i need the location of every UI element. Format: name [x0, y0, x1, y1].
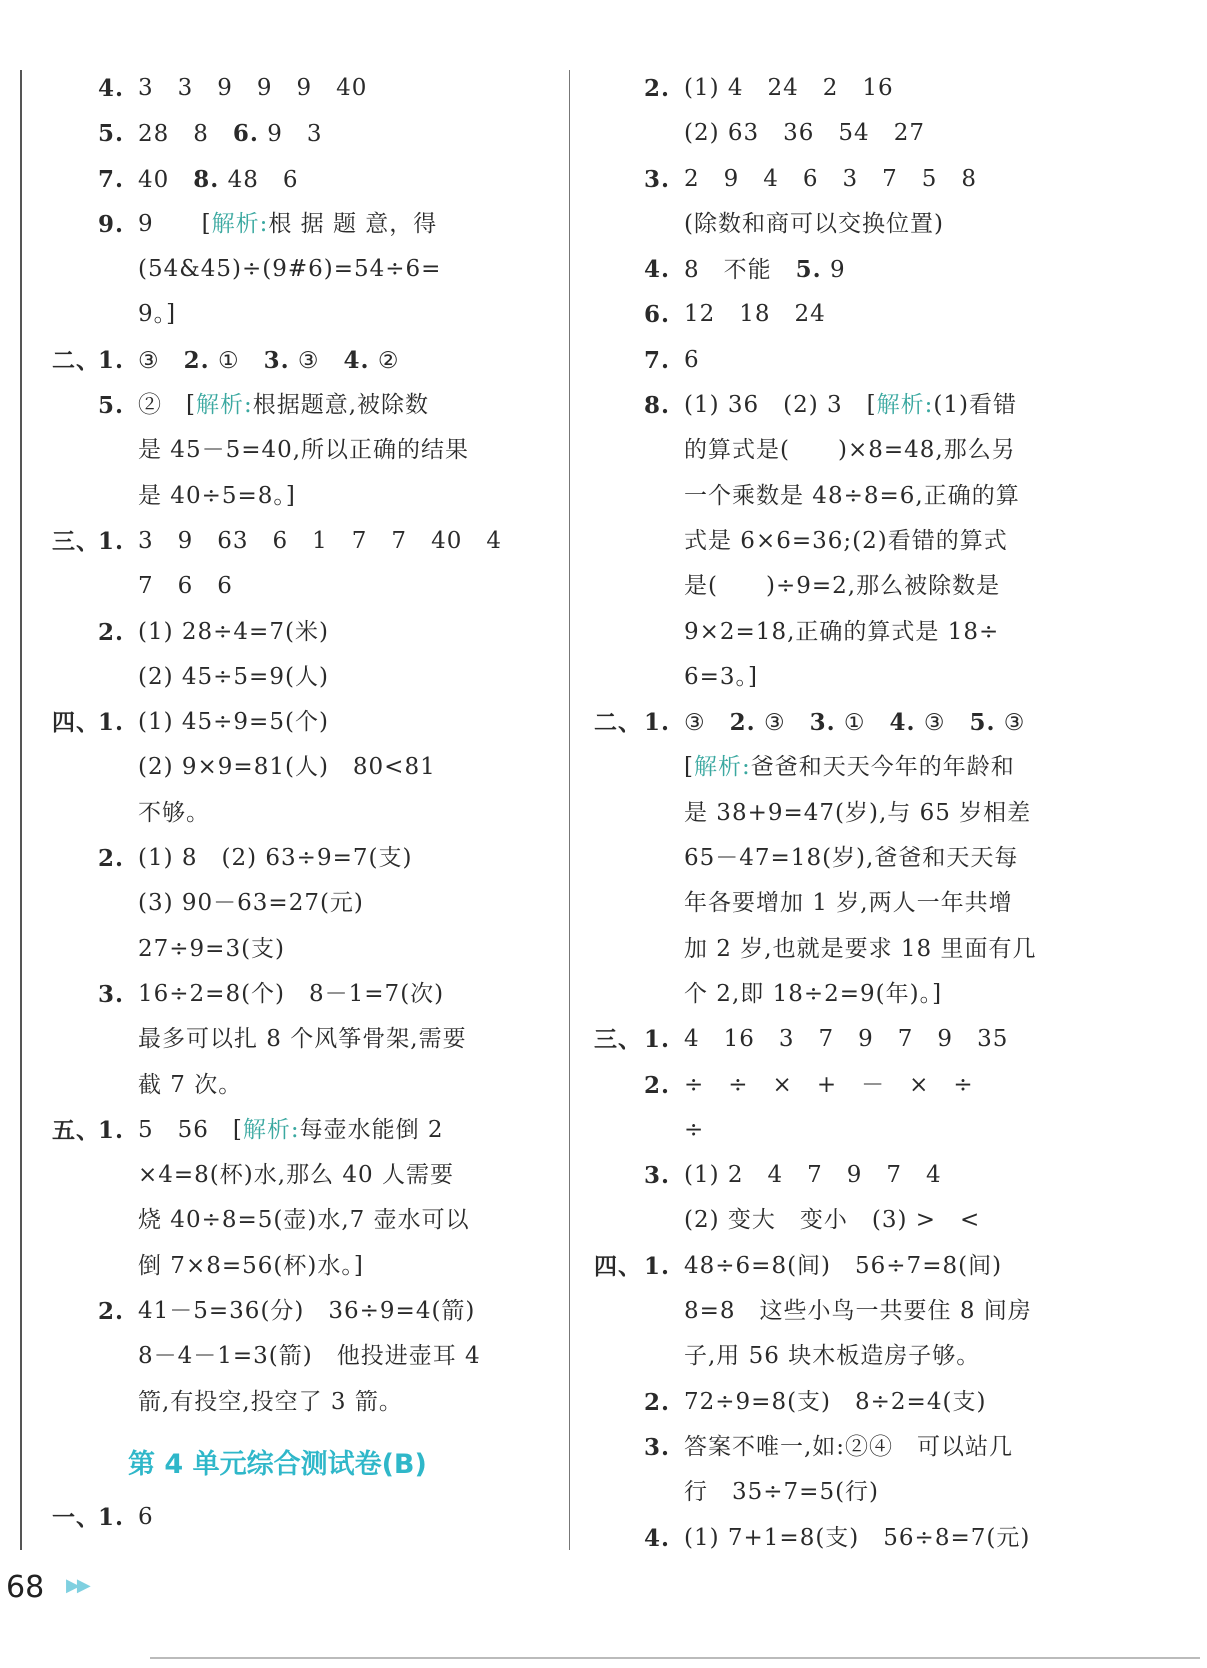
right-answer-line — [594, 836, 1094, 881]
answer-text: 是( )÷9=2,那么被除数是 — [684, 573, 1001, 600]
left-answer-line — [52, 428, 552, 473]
left-answer-line — [52, 1289, 552, 1334]
right-answer-line — [594, 1198, 1094, 1243]
right-answer-line — [594, 881, 1094, 926]
question-number: 4. — [98, 75, 125, 102]
answer-text: 4 16 3 7 9 7 9 35 — [684, 1026, 1009, 1053]
answer-text: 48÷6=8(间) 56÷7=8(间) — [684, 1252, 1003, 1279]
right-answer-line — [594, 1470, 1094, 1515]
question-number: 2. — [98, 845, 125, 873]
question-number: 4. — [644, 256, 671, 284]
answer-text: (54&45)÷(9#6)=54÷6= — [138, 256, 442, 283]
item-number: 3. — [809, 709, 836, 737]
right-answer-line — [594, 972, 1094, 1017]
left-answer-line — [52, 610, 552, 655]
question-number: 1. — [644, 709, 671, 737]
answer-text: 40 8. 48 6 — [138, 165, 299, 193]
analysis-label: 解析: — [693, 754, 751, 781]
question-number: 1. — [98, 709, 125, 737]
right-answer-line — [594, 66, 1094, 111]
answer-text: 的算式是( )×8=48,那么另 — [684, 437, 1016, 464]
answer-text: (1) 8 (2) 63÷9=7(支) — [138, 845, 413, 872]
answer-text: (1) 45÷9=5(个) — [138, 709, 329, 736]
left-answer-line — [52, 745, 552, 790]
question-number: 7. — [98, 165, 125, 193]
answer-text: (1) 28÷4=7(米) — [138, 618, 329, 645]
left-answer-line — [52, 1198, 552, 1243]
answer-text: ③ 2. ① 3. ③ 4. ② — [138, 346, 400, 374]
right-answer-line — [594, 1289, 1094, 1334]
answer-text: 9 [解析:根 据 题 意，得 — [138, 210, 438, 237]
left-answer-line — [52, 383, 552, 428]
right-answer-line — [594, 1063, 1094, 1108]
unit-title: 第 4 单元综合测试卷(B) — [128, 1448, 427, 1480]
section-label: 五、 — [52, 1116, 100, 1144]
question-number: 4. — [644, 1524, 671, 1552]
question-number: 1. — [98, 527, 125, 555]
answer-text: (2) 变大 变小 (3) > < — [684, 1207, 981, 1234]
answer-text: 式是 6×6=36;(2)看错的算式 — [684, 527, 1008, 554]
question-number: 1. — [98, 1503, 125, 1531]
item-number: 4. — [343, 346, 370, 374]
question-number: 6. — [644, 301, 671, 329]
item-number: 5. — [795, 256, 822, 284]
question-number: 5. — [98, 392, 125, 420]
answer-text: 截 7 次。 — [138, 1071, 243, 1098]
answer-text: 是 38+9=47(岁),与 65 岁相差 — [684, 799, 1032, 826]
bottom-divider — [150, 1657, 1200, 1659]
right-answer-line — [594, 655, 1094, 700]
left-answer-line — [52, 474, 552, 519]
answer-text: (2) 45÷5=9(人) — [138, 663, 329, 690]
answer-text: 7 6 6 — [138, 573, 233, 600]
analysis-label: 解析: — [211, 210, 269, 237]
question-number: 2. — [644, 1071, 671, 1099]
answer-text: 答案不唯一,如:②④ 可以站几 — [684, 1433, 1014, 1460]
right-answer-line — [594, 111, 1094, 156]
right-answer-line — [594, 519, 1094, 564]
section-label: 三、 — [594, 1026, 642, 1054]
section-label: 一、 — [52, 1503, 100, 1531]
left-margin-rule — [20, 70, 22, 1550]
left-answer-line — [52, 247, 552, 292]
page-number: 68 — [6, 1570, 45, 1605]
answer-text: (1) 7+1=8(支) 56÷8=7(元) — [684, 1524, 1031, 1551]
left-answer-line — [52, 66, 552, 111]
answer-text: 个 2,即 18÷2=9(年)。] — [684, 980, 943, 1007]
answer-text: 12 18 24 — [684, 301, 826, 328]
item-number: 2. — [729, 709, 756, 737]
right-answer-line — [594, 1017, 1094, 1062]
answer-text: (除数和商可以交换位置) — [684, 210, 944, 237]
left-answer-line — [52, 292, 552, 337]
left-answer-line — [52, 972, 552, 1017]
question-number: 2. — [644, 75, 671, 102]
item-number: 3. — [263, 346, 290, 374]
question-number: 8. — [644, 392, 671, 420]
column-divider — [569, 70, 570, 1550]
right-answer-line — [594, 428, 1094, 473]
answer-text: (1) 2 4 7 9 7 4 — [684, 1162, 942, 1189]
answer-text: 8=8 这些小鸟一共要住 8 间房 — [684, 1298, 1032, 1325]
left-answer-line — [52, 700, 552, 745]
left-answer-line — [52, 1063, 552, 1108]
right-answer-line — [594, 1153, 1094, 1198]
left-answer-line — [52, 1108, 552, 1153]
left-answer-line — [52, 338, 552, 383]
answer-text: 8 不能 5. 9 — [684, 256, 846, 284]
item-number: 6. — [232, 120, 259, 148]
right-answer-line — [594, 202, 1094, 247]
answer-text: (2) 9×9=81(人) 80<81 — [138, 754, 436, 781]
item-number: 4. — [889, 709, 916, 737]
left-answer-line — [52, 1153, 552, 1198]
question-number: 1. — [98, 346, 125, 374]
answer-text: 9。] — [138, 301, 177, 328]
left-answer-line — [52, 791, 552, 836]
right-answer-line — [594, 1108, 1094, 1153]
right-answer-line — [594, 927, 1094, 972]
question-number: 1. — [98, 1116, 125, 1144]
question-number: 3. — [644, 165, 671, 193]
answer-text: 9×2=18,正确的算式是 18÷ — [684, 618, 1000, 645]
analysis-label: 解析: — [195, 392, 253, 419]
question-number: 2. — [98, 1298, 125, 1326]
item-number: 2. — [183, 346, 210, 374]
right-answer-line — [594, 1334, 1094, 1379]
answer-text: 不够。 — [138, 799, 210, 826]
right-answer-line — [594, 610, 1094, 655]
left-answer-line — [52, 202, 552, 247]
answer-text: 是 40÷5=8。] — [138, 482, 296, 509]
answer-text: 6 — [684, 346, 700, 373]
left-answer-line — [52, 1495, 552, 1540]
right-answer-line — [594, 338, 1094, 383]
right-answer-line — [594, 383, 1094, 428]
left-answer-line — [52, 881, 552, 926]
answer-text: ÷ — [684, 1116, 705, 1143]
answer-text: 箭,有投空,投空了 3 箭。 — [138, 1388, 403, 1415]
question-number: 9. — [98, 210, 125, 238]
question-number: 1. — [644, 1026, 671, 1054]
left-column — [52, 66, 552, 1540]
section-label: 二、 — [594, 709, 642, 737]
answer-text: 倒 7×8=56(杯)水。] — [138, 1252, 364, 1279]
answer-text: 3 9 63 6 1 7 7 40 4 — [138, 527, 502, 554]
answer-text: 6 — [138, 1503, 154, 1530]
left-answer-line — [52, 1017, 552, 1062]
right-answer-line — [594, 1425, 1094, 1470]
answer-text: 28 8 6. 9 3 — [138, 120, 323, 148]
left-answer-line — [52, 111, 552, 156]
question-number: 3. — [644, 1162, 671, 1190]
answer-text: 5 56 [解析:每壶水能倒 2 — [138, 1116, 444, 1143]
answer-text: 8－4－1=3(箭) 他投进壶耳 4 — [138, 1343, 481, 1370]
answer-text: 72÷9=8(支) 8÷2=4(支) — [684, 1388, 987, 1415]
analysis-label: 解析: — [242, 1116, 300, 1143]
left-answer-line — [52, 836, 552, 881]
answer-text: [解析:爸爸和天天今年的年龄和 — [684, 754, 1015, 781]
right-answer-line — [594, 292, 1094, 337]
section-label: 二、 — [52, 346, 100, 374]
answer-text: 行 35÷7=5(行) — [684, 1479, 880, 1506]
answer-text: 2 9 4 6 3 7 5 8 — [684, 165, 978, 192]
item-number: 5. — [969, 709, 996, 737]
section-label: 三、 — [52, 527, 100, 555]
right-answer-line — [594, 1516, 1094, 1561]
answer-text: 41－5=36(分) 36÷9=4(箭) — [138, 1298, 476, 1325]
question-number: 2. — [644, 1388, 671, 1416]
answer-text: 子,用 56 块木板造房子够。 — [684, 1343, 981, 1370]
left-answer-line — [52, 1334, 552, 1379]
right-answer-line — [594, 564, 1094, 609]
answer-text: (3) 90－63=27(元) — [138, 890, 364, 917]
right-answer-line — [594, 700, 1094, 745]
left-answer-line — [52, 1244, 552, 1289]
right-answer-line — [594, 247, 1094, 292]
answer-text: (2) 63 36 54 27 — [684, 120, 925, 147]
answer-text: 一个乘数是 48÷8=6,正确的算 — [684, 482, 1020, 509]
right-answer-line — [594, 474, 1094, 519]
question-number: 1. — [644, 1252, 671, 1280]
answer-text: 是 45－5=40,所以正确的结果 — [138, 437, 470, 464]
section-label: 四、 — [594, 1252, 642, 1280]
item-number: 8. — [193, 165, 220, 193]
answer-text: 年各要增加 1 岁,两人一年共增 — [684, 890, 1013, 917]
right-answer-line — [594, 791, 1094, 836]
answer-text: 3 3 9 9 9 40 — [138, 75, 368, 101]
question-number: 2. — [98, 618, 125, 646]
left-answer-line — [52, 1380, 552, 1425]
answer-text: ÷ ÷ × + － × ÷ — [684, 1071, 974, 1098]
page-arrows-icon: ▶▶ — [66, 1575, 88, 1596]
left-answer-line — [52, 927, 552, 972]
right-answer-line — [594, 1380, 1094, 1425]
answer-text: (1) 36 (2) 3 [解析:(1)看错 — [684, 392, 1017, 419]
answer-text: 65－47=18(岁),爸爸和天天每 — [684, 845, 1019, 872]
right-answer-line — [594, 745, 1094, 790]
left-answer-line — [52, 564, 552, 609]
left-answer-line — [52, 519, 552, 564]
answer-text: 烧 40÷8=5(壶)水,7 壶水可以 — [138, 1207, 470, 1234]
right-column — [594, 66, 1094, 1561]
answer-text: 加 2 岁,也就是要求 18 里面有几 — [684, 935, 1037, 962]
answer-text: (1) 4 24 2 16 — [684, 75, 894, 101]
analysis-label: 解析: — [876, 392, 934, 419]
section-label: 四、 — [52, 709, 100, 737]
answer-text: 16÷2=8(个) 8－1=7(次) — [138, 980, 445, 1007]
question-number: 7. — [644, 346, 671, 374]
question-number: 3. — [644, 1433, 671, 1461]
answer-text: 6=3。] — [684, 663, 759, 690]
answer-text: 最多可以扎 8 个风筝骨架,需要 — [138, 1026, 467, 1053]
question-number: 5. — [98, 120, 125, 148]
left-answer-line — [52, 157, 552, 202]
answer-text: 27÷9=3(支) — [138, 935, 286, 962]
left-answer-line — [52, 655, 552, 700]
question-number: 3. — [98, 980, 125, 1008]
right-answer-line — [594, 1244, 1094, 1289]
answer-text: ③ 2. ③ 3. ① 4. ③ 5. ③ — [684, 709, 1026, 737]
right-answer-line — [594, 157, 1094, 202]
answer-text: ×4=8(杯)水,那么 40 人需要 — [138, 1162, 454, 1189]
answer-text: ② [解析:根据题意,被除数 — [138, 392, 430, 419]
